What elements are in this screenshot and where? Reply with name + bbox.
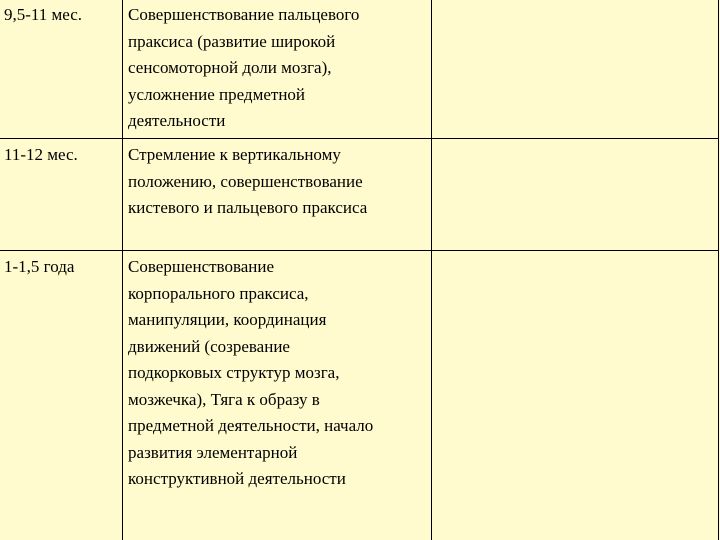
table-row [0,139,719,251]
age-cell: 11-12 мес. [0,139,123,251]
notes-cell [432,0,719,139]
age-cell: 1-1,5 года [0,251,123,540]
age-cell: 9,5-11 мес. [0,0,123,139]
table-row [0,251,719,540]
table-row [0,0,719,139]
notes-cell [432,251,719,540]
description-cell [123,0,432,139]
description-cell [123,139,432,251]
description-cell [123,251,432,540]
notes-cell [432,139,719,251]
description-text: Совершенствование корпорального праксиса, манипуляции, координация движений (созревание подкорковых структур мозга, мозжечка), Тяга к образу в предметной деятельности, начало развития элементарной конструктивной деятельности [128,257,374,488]
description-text: Совершенствование пальцевого праксиса (развитие широкой сенсомоторной доли мозга), усложнение предметной деятельности [128,5,360,130]
description-text: Стремление к вертикальному положению, совершенствование кистевого и пальцевого праксиса [128,145,368,217]
